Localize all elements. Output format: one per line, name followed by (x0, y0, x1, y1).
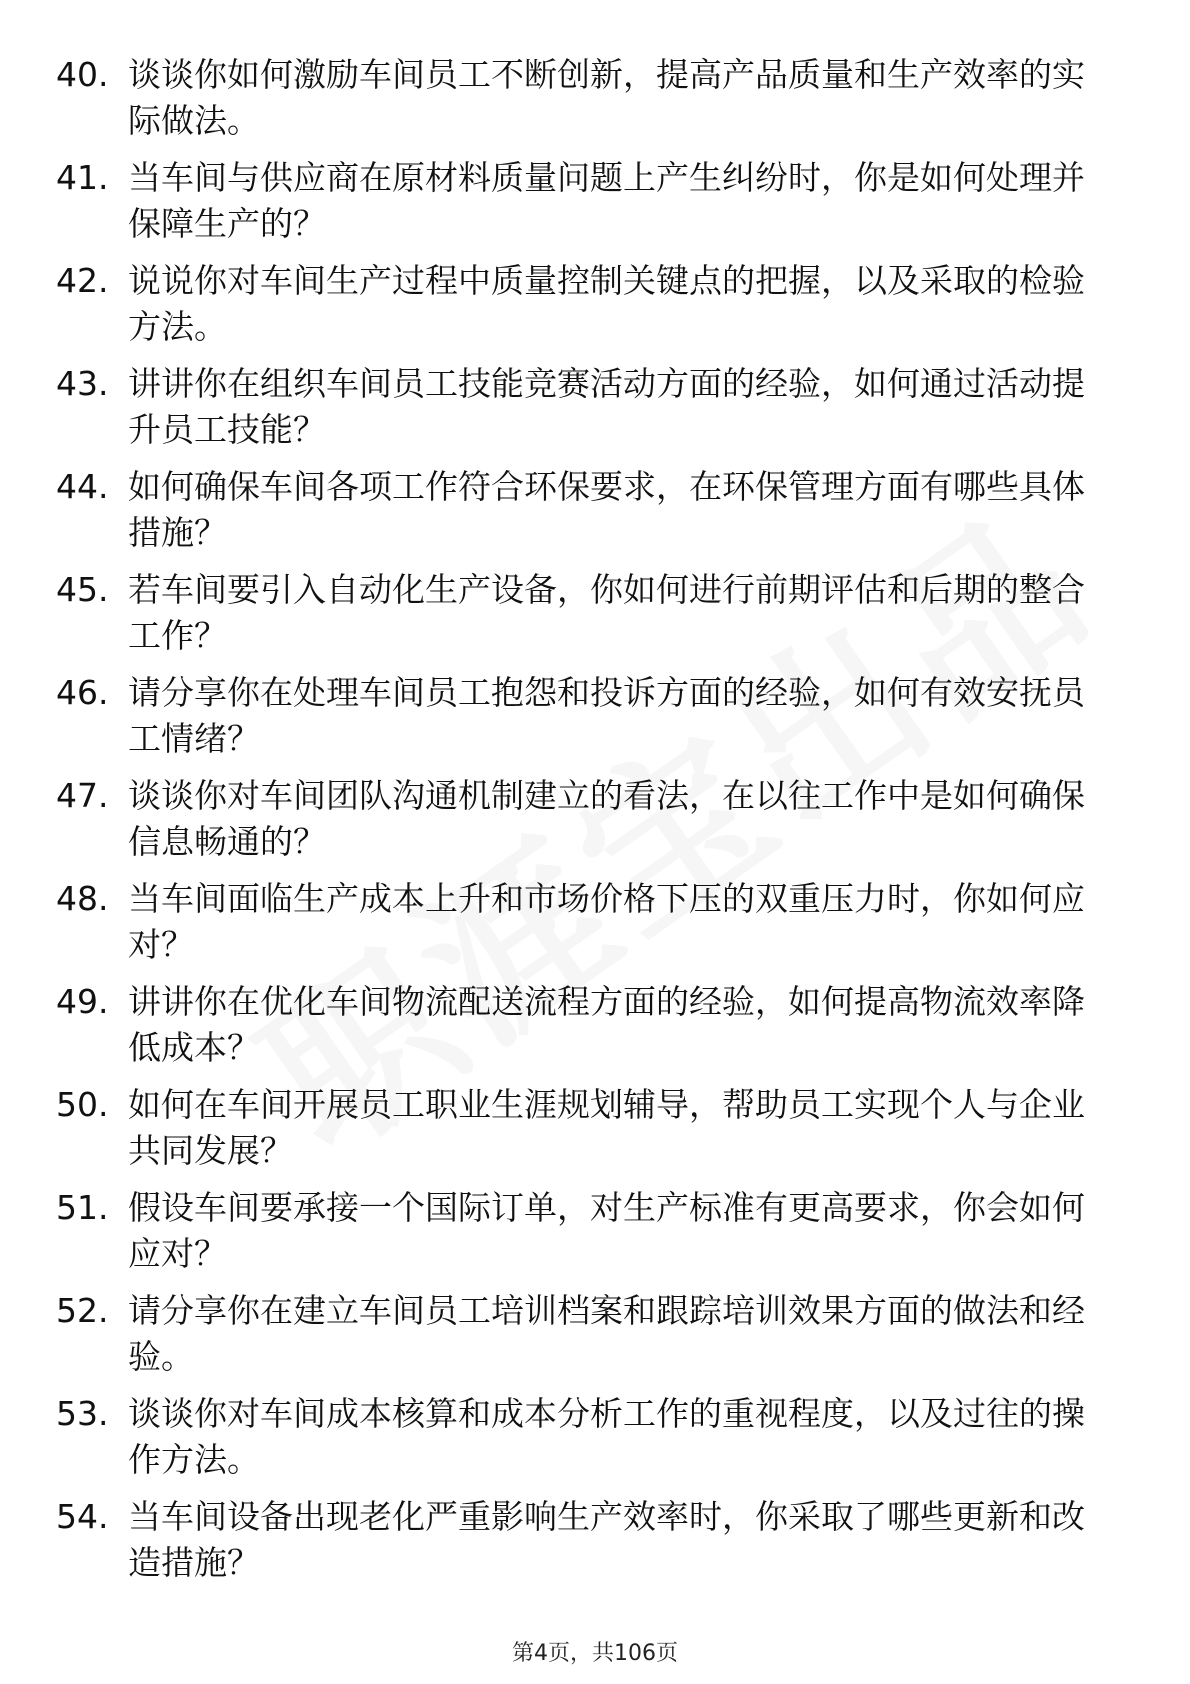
question-item (0, 361, 1108, 453)
question-number: 51. (56, 1188, 109, 1227)
question-item (0, 773, 1108, 865)
question-item (0, 258, 1108, 350)
question-list (0, 52, 1190, 1597)
question-item (0, 1494, 1108, 1586)
question-item (0, 52, 1108, 144)
question-text: 谈谈你对车间团队沟通机制建立的看法，在以往工作中是如何确保信息畅通的？ (128, 776, 1085, 861)
question-item (0, 1391, 1108, 1483)
question-text: 请分享你在处理车间员工抱怨和投诉方面的经验，如何有效安抚员工情绪？ (128, 673, 1085, 758)
question-text: 谈谈你对车间成本核算和成本分析工作的重视程度，以及过往的操作方法。 (128, 1394, 1085, 1479)
question-text: 如何确保车间各项工作符合环保要求，在环保管理方面有哪些具体措施？ (128, 467, 1085, 552)
question-text: 当车间设备出现老化严重影响生产效率时，你采取了哪些更新和改造措施？ (128, 1497, 1085, 1582)
question-item (0, 1185, 1108, 1277)
question-text: 假设车间要承接一个国际订单，对生产标准有更高要求，你会如何应对？ (128, 1188, 1085, 1273)
question-number: 44. (56, 467, 109, 506)
question-text: 如何在车间开展员工职业生涯规划辅导，帮助员工实现个人与企业共同发展？ (128, 1085, 1085, 1170)
question-number: 49. (56, 982, 109, 1021)
question-number: 53. (56, 1394, 109, 1433)
question-item (0, 670, 1108, 762)
question-number: 42. (56, 261, 109, 300)
question-text: 若车间要引入自动化生产设备，你如何进行前期评估和后期的整合工作？ (128, 570, 1085, 655)
question-item (0, 979, 1108, 1071)
question-item (0, 1082, 1108, 1174)
question-number: 50. (56, 1085, 109, 1124)
question-number: 40. (56, 55, 109, 94)
question-number: 46. (56, 673, 109, 712)
question-number: 47. (56, 776, 109, 815)
question-item (0, 464, 1108, 556)
question-text: 当车间与供应商在原材料质量问题上产生纠纷时，你是如何处理并保障生产的？ (128, 158, 1085, 243)
question-text: 讲讲你在优化车间物流配送流程方面的经验，如何提高物流效率降低成本？ (128, 982, 1085, 1067)
question-item (0, 1288, 1108, 1380)
question-number: 41. (56, 158, 109, 197)
question-number: 54. (56, 1497, 109, 1536)
question-number: 43. (56, 364, 109, 403)
question-text: 请分享你在建立车间员工培训档案和跟踪培训效果方面的做法和经验。 (128, 1291, 1085, 1376)
question-number: 52. (56, 1291, 109, 1330)
question-text: 讲讲你在组织车间员工技能竞赛活动方面的经验，如何通过活动提升员工技能？ (128, 364, 1085, 449)
question-number: 45. (56, 570, 109, 609)
question-item (0, 155, 1108, 247)
question-item (0, 876, 1108, 968)
page-footer: 第4页，共106页 (512, 1641, 678, 1666)
question-text: 说说你对车间生产过程中质量控制关键点的把握，以及采取的检验方法。 (128, 261, 1085, 346)
question-text: 谈谈你如何激励车间员工不断创新，提高产品质量和生产效率的实际做法。 (128, 55, 1085, 140)
question-item (0, 567, 1108, 659)
question-number: 48. (56, 879, 109, 918)
question-text: 当车间面临生产成本上升和市场价格下压的双重压力时，你如何应对？ (128, 879, 1085, 964)
